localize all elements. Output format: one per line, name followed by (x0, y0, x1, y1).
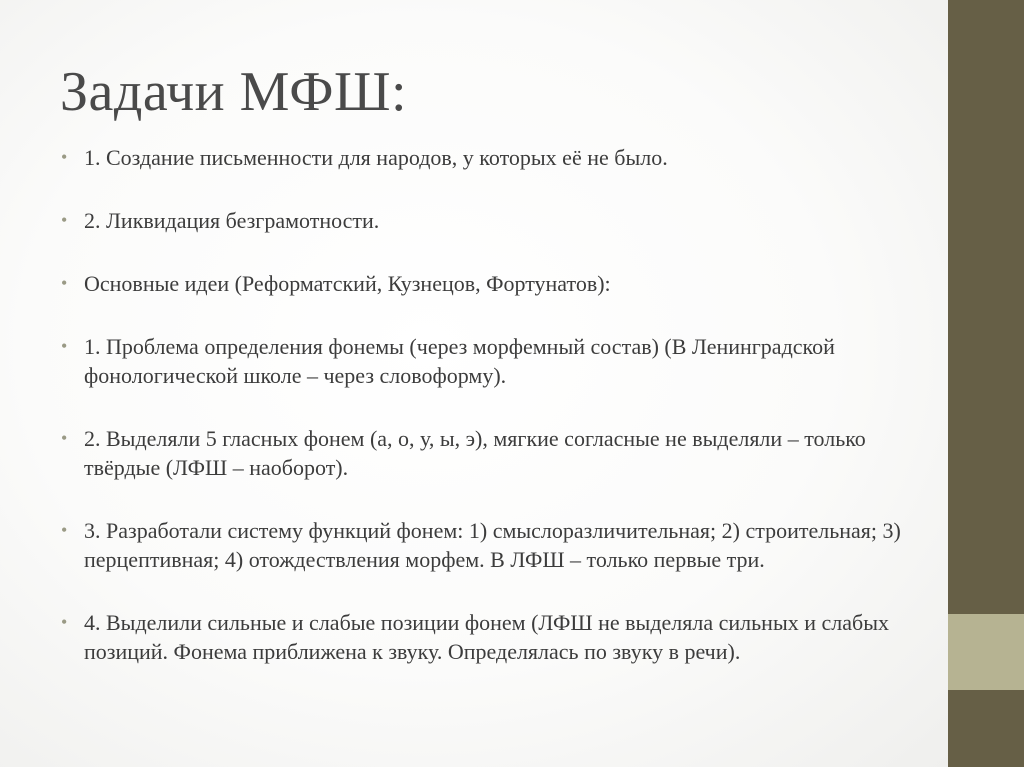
bullet-list (60, 143, 920, 666)
bullet-item (60, 332, 920, 390)
bullet-text: 2. Выделяли 5 гласных фонем (а, о, у, ы, э), мягкие согласные не выделяли – только твёрдые (ЛФШ – наоборот). (84, 426, 866, 480)
bullet-item (60, 516, 920, 574)
bullet-dot-icon: • (61, 210, 68, 230)
bullet-dot-icon: • (61, 428, 68, 448)
bullet-text: 4. Выделили сильные и слабые позиции фонем (ЛФШ не выделяла сильных и слабых позиций. Фонема приближена к звуку. Определялась по звуку в речи). (84, 610, 889, 664)
bullet-dot-icon: • (61, 147, 68, 167)
bullet-text: Основные идеи (Реформатский, Кузнецов, Фортунатов): (84, 271, 611, 296)
bullet-text: 3. Разработали систему функций фонем: 1) смыслоразличительная; 2) строительная; 3) перцептивная; 4) отождествления морфем. В ЛФШ – только первые три. (84, 518, 901, 572)
bullet-dot-icon: • (61, 520, 68, 540)
slide-title: Задачи МФШ: (60, 61, 407, 123)
bullet-text: 2. Ликвидация безграмотности. (84, 208, 380, 233)
bullet-text: 1. Проблема определения фонемы (через морфемный состав) (В Ленинградской фонологической школе – через словоформу). (84, 334, 835, 388)
bullet-item (60, 206, 920, 235)
bullet-dot-icon: • (61, 273, 68, 293)
decorative-side-accent (948, 614, 1024, 690)
bullet-dot-icon: • (61, 612, 68, 632)
bullet-item (60, 424, 920, 482)
bullet-text: 1. Создание письменности для народов, у которых её не было. (84, 145, 668, 170)
bullet-dot-icon: • (61, 336, 68, 356)
bullet-item (60, 608, 920, 666)
bullet-item (60, 143, 920, 172)
bullet-item (60, 269, 920, 298)
